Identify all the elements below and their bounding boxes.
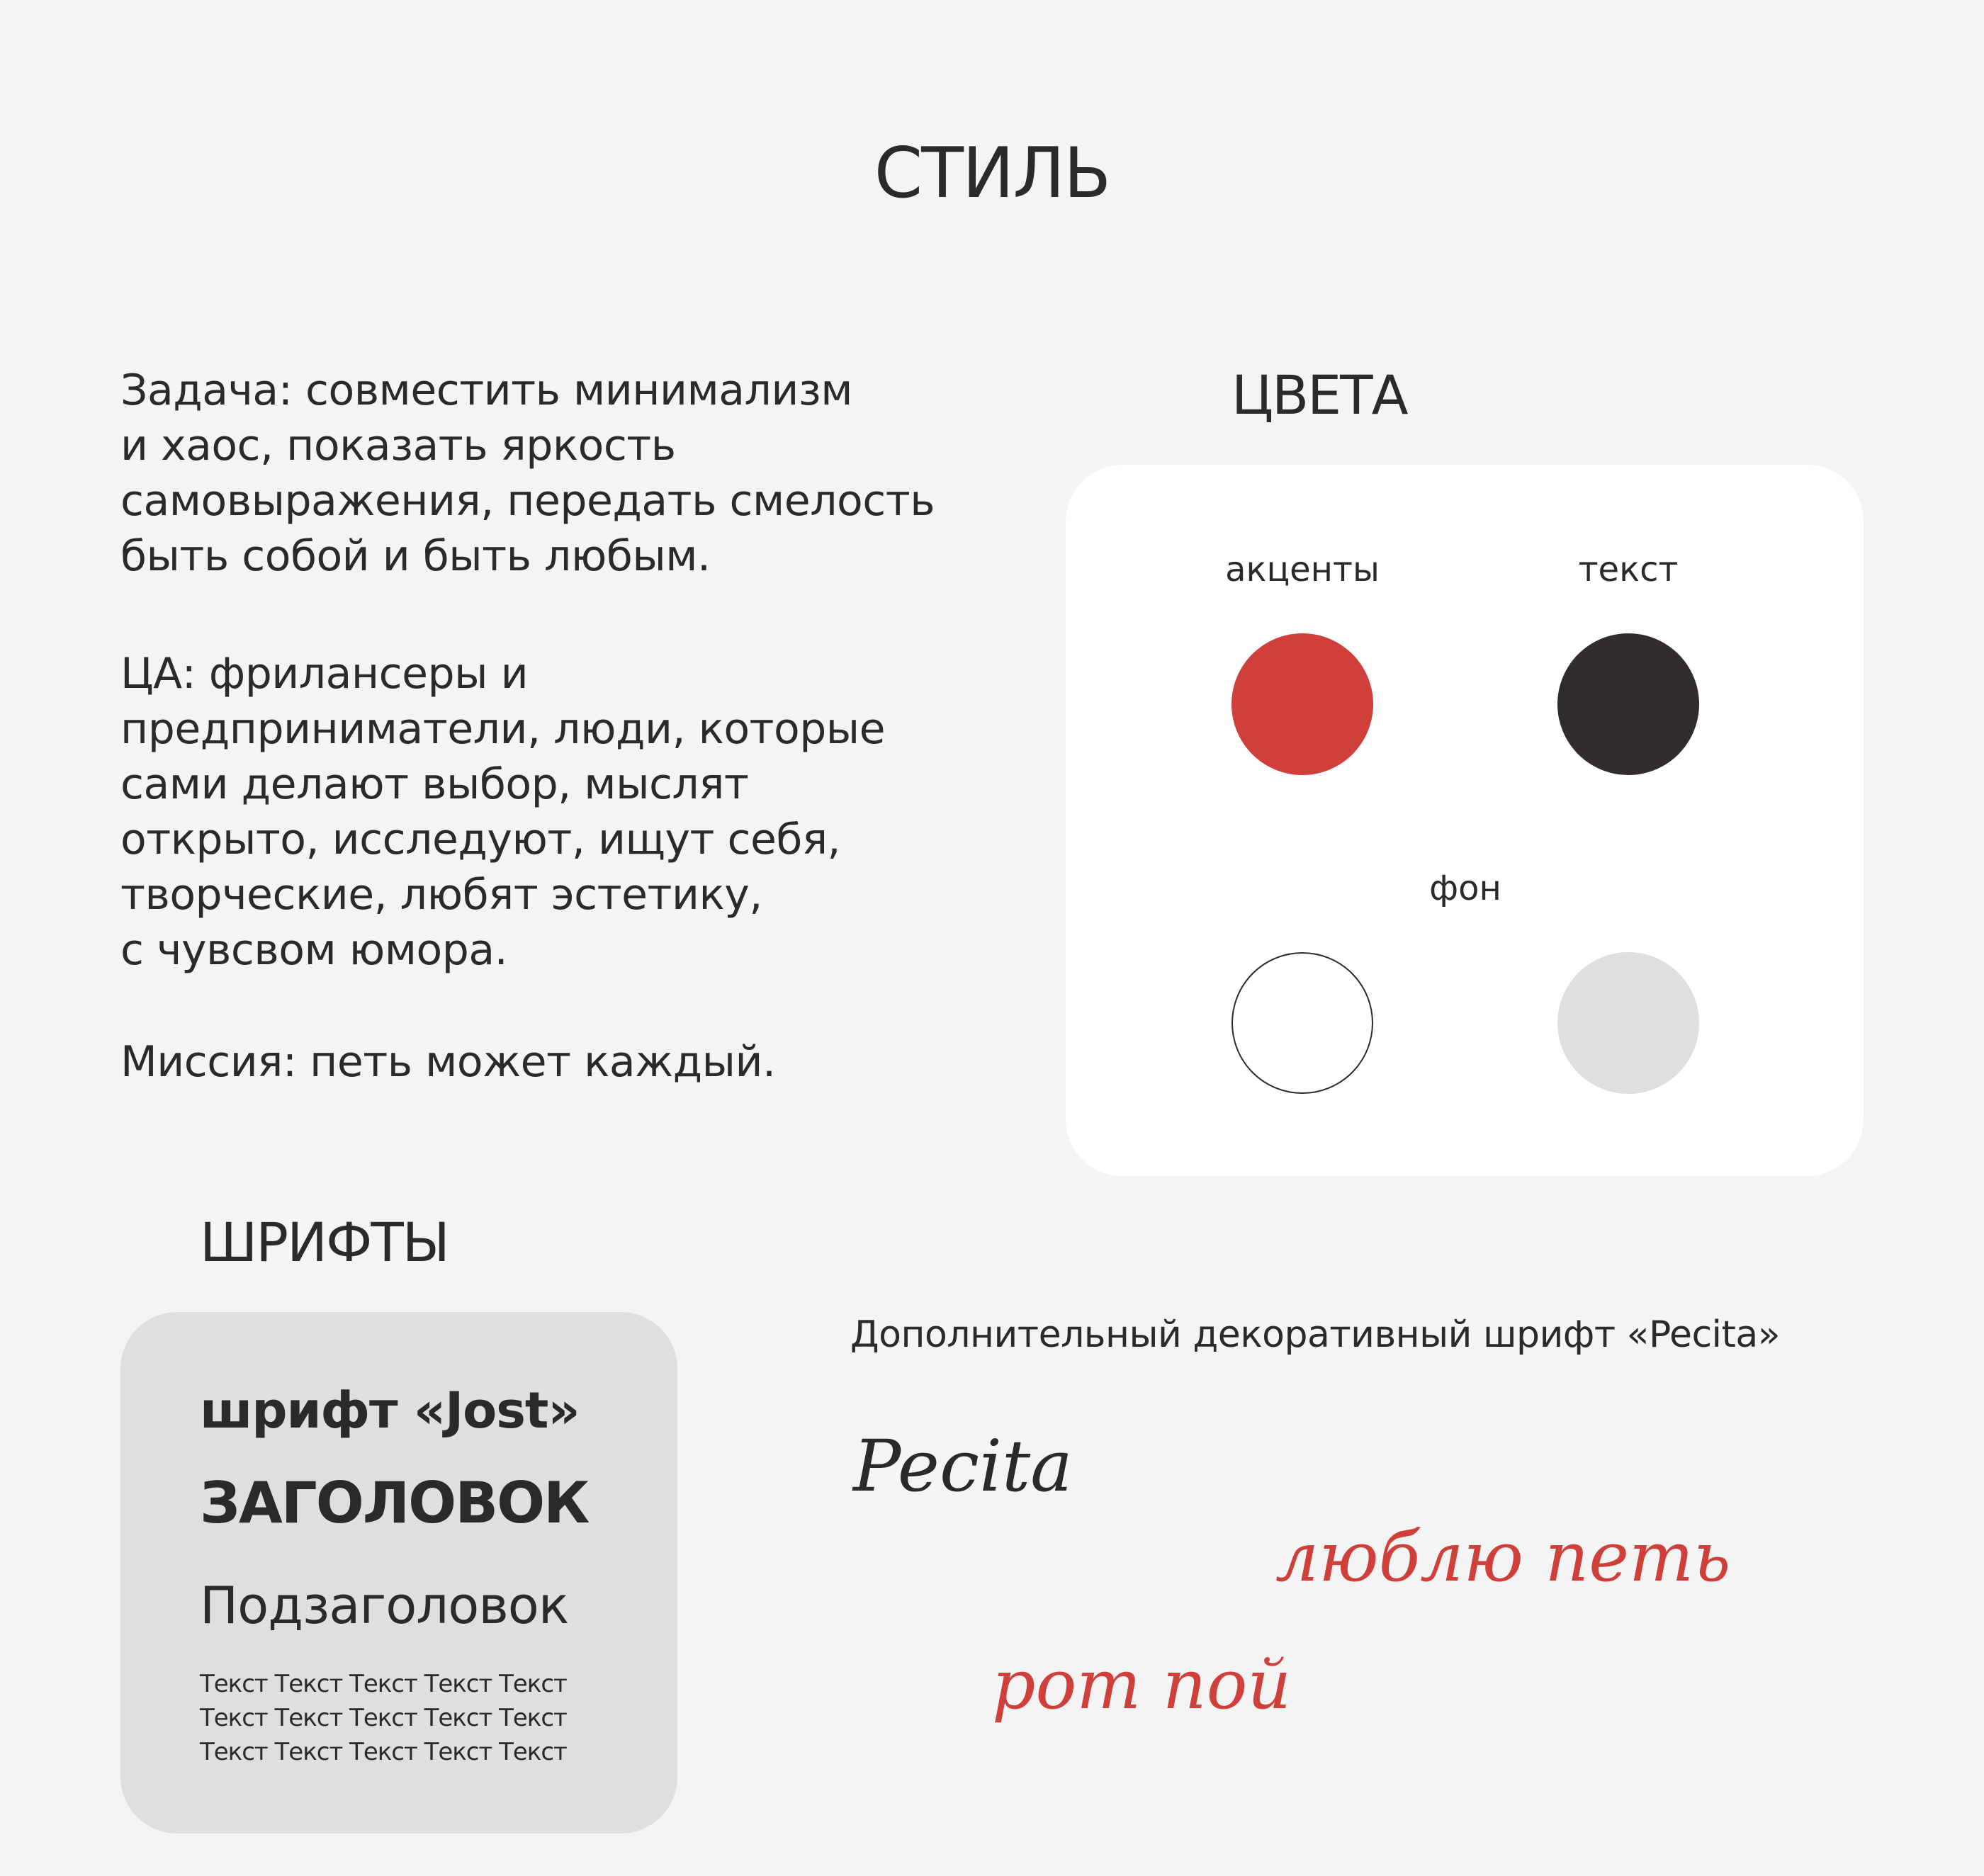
task-line: и хаос, показать яркость (120, 421, 676, 470)
text-color-label: текст (1578, 550, 1679, 589)
decorative-sample-red: люблю петь (1275, 1518, 1731, 1597)
fonts-card (120, 1312, 677, 1833)
audience-line: ЦА: фрилансеры и (120, 649, 529, 699)
sample-text-line: Текст Текст Текст Текст Текст (200, 1670, 567, 1698)
task-line: быть собой и быть любым. (120, 531, 711, 581)
audience-description (120, 646, 971, 978)
audience-line: открыто, исследуют, ищут себя, (120, 815, 841, 864)
decorative-sample-red: рот пой (992, 1645, 1292, 1724)
page-title: СТИЛЬ (874, 133, 1110, 214)
background-label: фон (1429, 869, 1501, 908)
audience-line: с чувсвом юмора. (120, 925, 508, 975)
mission-statement (120, 1034, 971, 1090)
task-line: самовыражения, передать смелость (120, 476, 935, 526)
sample-subheading: Подзаголовок (200, 1576, 569, 1635)
decorative-font-description: Дополнительный декоративный шрифт «Pecita» (850, 1313, 1781, 1356)
text-color-swatch (1557, 633, 1699, 775)
task-description (120, 363, 971, 584)
background-gray-swatch (1557, 952, 1699, 1094)
audience-line: предприниматели, люди, которые (120, 704, 886, 754)
sample-text-line: Текст Текст Текст Текст Текст (200, 1738, 567, 1766)
background-white-swatch (1231, 952, 1373, 1094)
sample-heading: ЗАГОЛОВОК (200, 1470, 589, 1536)
fonts-heading: ШРИФТЫ (200, 1211, 449, 1274)
task-line: Задача: совместить минимализм (120, 366, 853, 415)
sample-text-line: Текст Текст Текст Текст Текст (200, 1704, 567, 1732)
mission-line: Миссия: петь может каждый. (120, 1037, 776, 1087)
audience-line: творческие, любят эстетику, (120, 870, 762, 920)
colors-heading: ЦВЕТА (1231, 363, 1407, 426)
audience-line: сами делают выбор, мыслят (120, 759, 749, 809)
font-name: шрифт «Jost» (200, 1381, 580, 1440)
colors-card (1066, 465, 1864, 1176)
accent-color-swatch (1231, 633, 1373, 775)
pecita-sample: Pecita (853, 1425, 1073, 1508)
accents-label: акценты (1225, 550, 1380, 589)
